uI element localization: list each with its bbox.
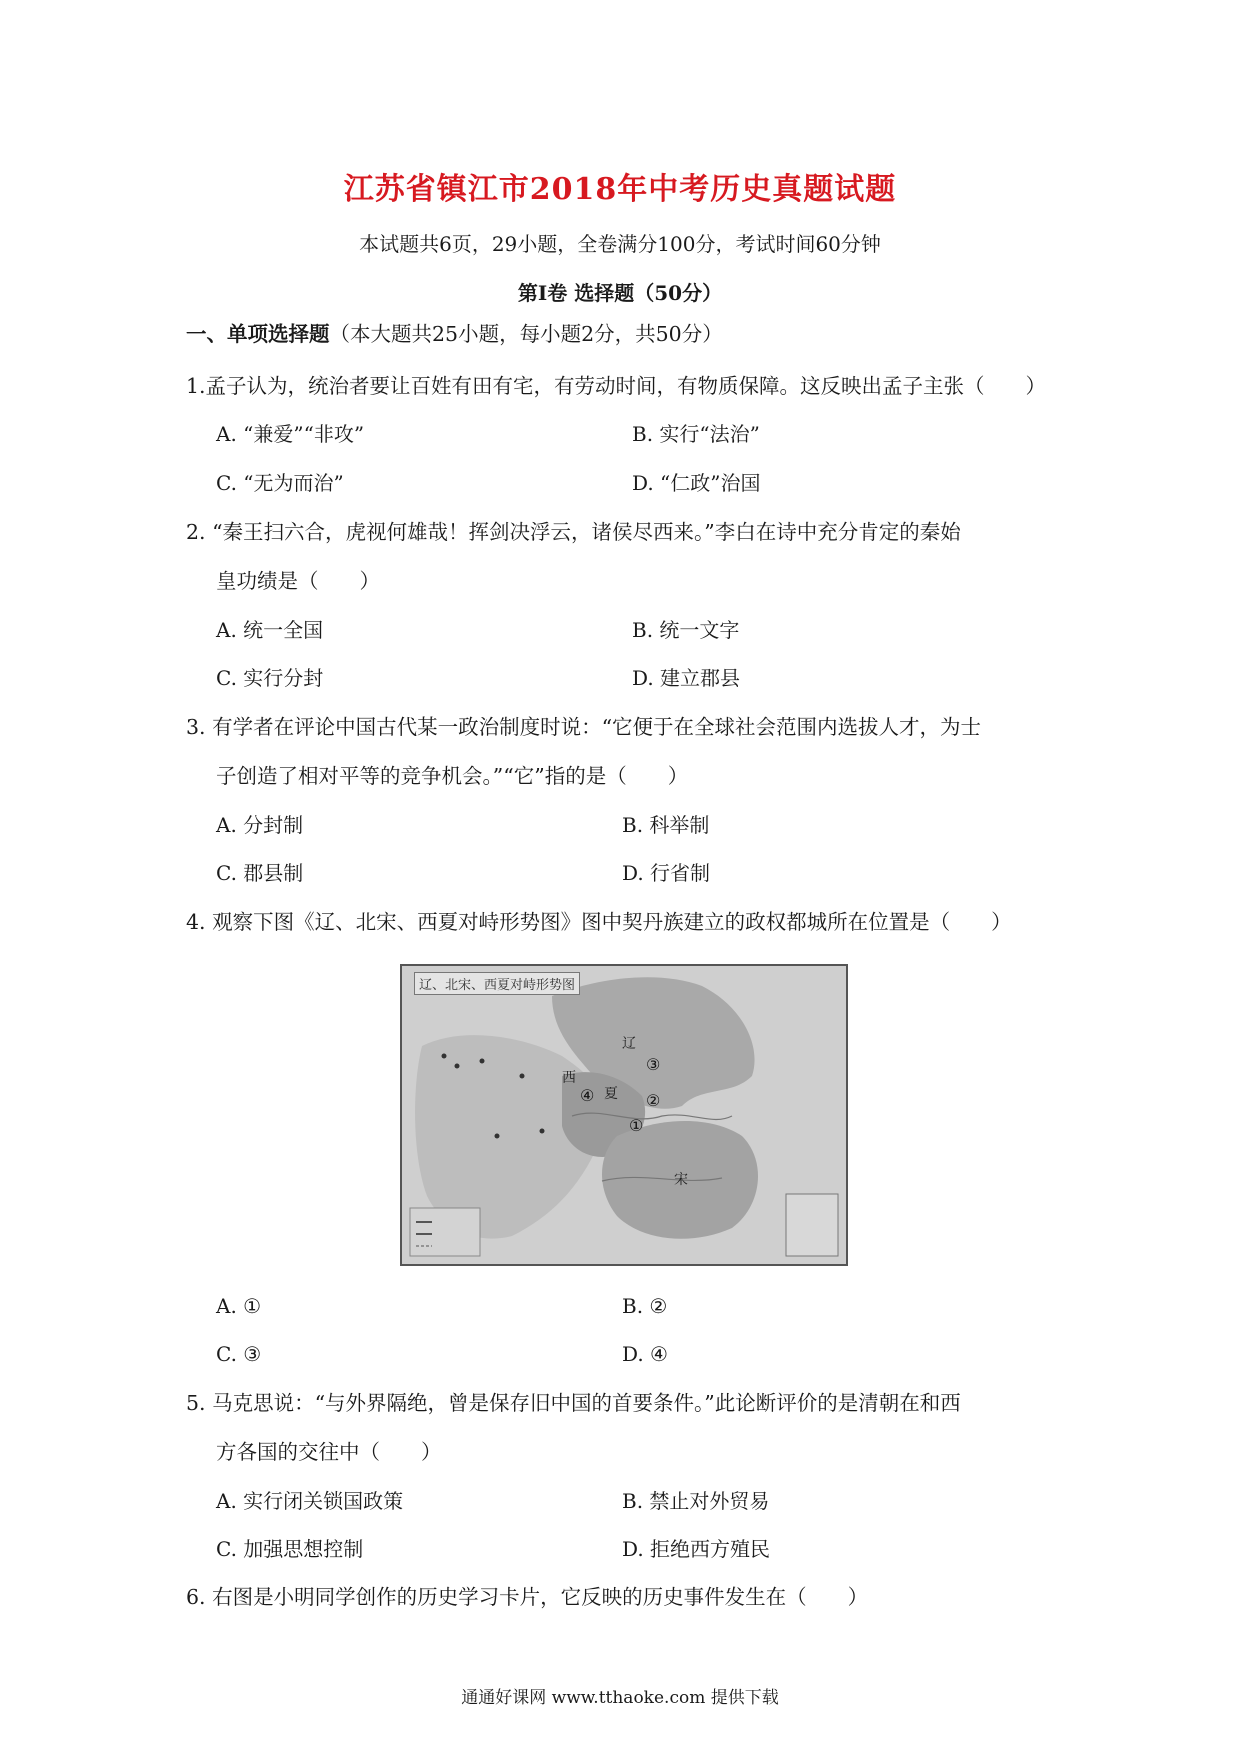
q1-option-c: C. “无为而治” bbox=[216, 471, 344, 495]
q3-option-b: B. 科举制 bbox=[622, 813, 710, 837]
map-marker-4: ④ bbox=[580, 1086, 595, 1105]
page-footer: 通通好课网 www.tthaoke.com 提供下载 bbox=[461, 1688, 779, 1708]
map-label-liao: 辽 bbox=[622, 1036, 636, 1052]
map-label-xixia-2: 夏 bbox=[604, 1086, 618, 1102]
question-2-text-cont: 皇功绩是（ ） bbox=[216, 569, 380, 593]
part-label: 一、单项选择题 bbox=[186, 322, 330, 346]
q3-option-c: C. 郡县制 bbox=[216, 861, 304, 885]
q5-option-c: C. 加强思想控制 bbox=[216, 1537, 364, 1561]
question-4-text: 4. 观察下图《辽、北宋、西夏对峙形势图》图中契丹族建立的政权都城所在位置是（ ） bbox=[186, 910, 1012, 934]
q5-option-a: A. 实行闭关锁国政策 bbox=[216, 1489, 404, 1513]
question-1-text: 1.孟子认为，统治者要让百姓有田有宅，有劳动时间，有物质保障。这反映出孟子主张（ ） bbox=[186, 374, 1047, 398]
q3-option-a: A. 分封制 bbox=[216, 813, 304, 837]
q4-option-d: D. ④ bbox=[622, 1342, 668, 1366]
map-title: 辽、北宋、西夏对峙形势图 bbox=[414, 972, 580, 995]
q2-option-b: B. 统一文字 bbox=[632, 618, 740, 642]
q1-option-d: D. “仁政”治国 bbox=[632, 471, 761, 495]
map-label-song: 宋 bbox=[674, 1172, 688, 1188]
question-6-text: 6. 右图是小明同学创作的历史学习卡片，它反映的历史事件发生在（ ） bbox=[186, 1585, 869, 1609]
exam-title: 江苏省镇江市2018年中考历史真题试题 bbox=[343, 172, 897, 207]
q2-option-c: C. 实行分封 bbox=[216, 666, 324, 690]
q5-option-d: D. 拒绝西方殖民 bbox=[622, 1537, 771, 1561]
question-5-text-cont: 方各国的交往中（ ） bbox=[216, 1440, 442, 1464]
map-marker-1: ① bbox=[629, 1116, 644, 1135]
q4-option-a: A. ① bbox=[216, 1294, 262, 1318]
q3-option-d: D. 行省制 bbox=[622, 861, 711, 885]
map-label-xixia-1: 西 bbox=[562, 1070, 576, 1086]
q5-option-b: B. 禁止对外贸易 bbox=[622, 1489, 770, 1513]
question-3-text-cont: 子创造了相对平等的竞争机会。”“它”指的是（ ） bbox=[216, 764, 689, 788]
question-5-text: 5. 马克思说：“与外界隔绝，曾是保存旧中国的首要条件。”此论断评价的是清朝在和西 bbox=[186, 1391, 961, 1415]
q2-option-d: D. 建立郡县 bbox=[632, 666, 741, 690]
part-note: （本大题共25小题，每小题2分，共50分） bbox=[329, 322, 723, 346]
q1-option-a: A. “兼爱”“非攻” bbox=[216, 422, 365, 446]
historical-map bbox=[400, 964, 848, 1266]
question-3-text: 3. 有学者在评论中国古代某一政治制度时说：“它便于在全球社会范围内选拔人才，为士 bbox=[186, 715, 982, 739]
map-marker-2: ② bbox=[646, 1091, 661, 1110]
exam-subtitle: 本试题共6页，29小题，全卷满分100分，考试时间60分钟 bbox=[359, 232, 881, 256]
q1-option-b: B. 实行“法治” bbox=[632, 422, 760, 446]
section-title: 第Ⅰ卷 选择题（50分） bbox=[517, 281, 723, 305]
q4-option-c: C. ③ bbox=[216, 1342, 262, 1366]
q2-option-a: A. 统一全国 bbox=[216, 618, 324, 642]
q4-option-b: B. ② bbox=[622, 1294, 668, 1318]
map-graphic bbox=[402, 966, 846, 1264]
part-heading bbox=[186, 320, 723, 348]
question-2-text: 2. “秦王扫六合，虎视何雄哉！挥剑决浮云，诸侯尽西来。”李白在诗中充分肯定的秦始 bbox=[186, 520, 961, 544]
map-marker-3: ③ bbox=[646, 1055, 661, 1074]
